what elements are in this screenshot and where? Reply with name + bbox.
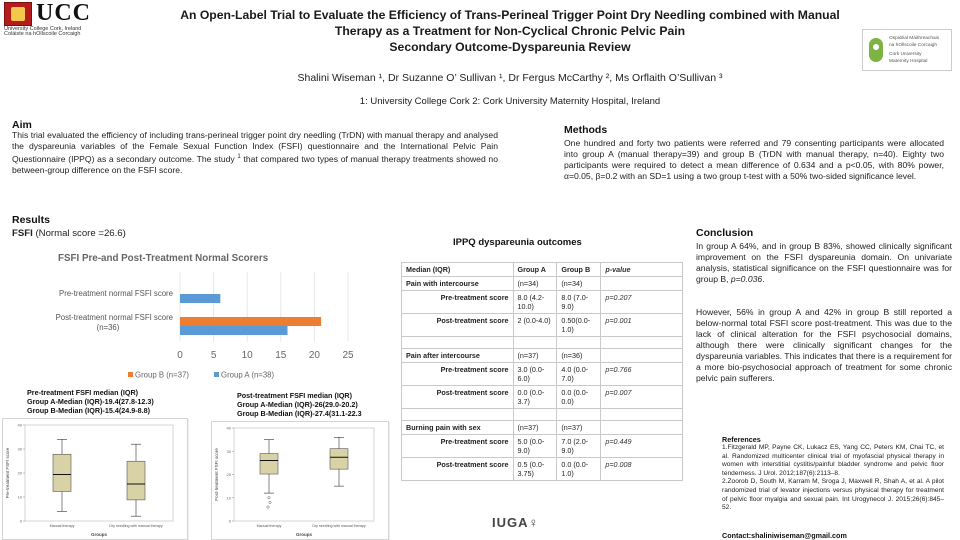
y-tick-label: 10 — [17, 494, 22, 500]
table-row — [402, 386, 683, 409]
aim-text — [12, 130, 498, 176]
cumh-mark-icon — [869, 38, 883, 62]
ippq-table-title: IPPQ dyspareunia outcomes — [453, 237, 582, 248]
table-cell: (n=34) — [513, 277, 557, 291]
table-p-value: p=0.207 — [601, 291, 683, 314]
methods-heading: Methods — [564, 124, 608, 136]
table-cell: (n=37) — [513, 421, 557, 435]
fsfi-normal-score — [12, 228, 126, 239]
table-row-label: Post-treatment score — [402, 314, 514, 337]
pre-boxplot-caption — [27, 388, 154, 415]
table-row-label: Pre-treatment score — [402, 291, 514, 314]
table-spacer-row — [402, 409, 683, 421]
table-section-row — [402, 349, 683, 363]
ucc-crest-icon — [4, 2, 32, 26]
table-cell: 3.0 (0.0-6.0) — [513, 363, 557, 386]
table-p-value: p=0.001 — [601, 314, 683, 337]
ucc-logo-line1: University College Cork, Ireland — [4, 26, 82, 32]
conclusion-text-a: In group A 64%, and in group B 83%, showed clinically significant improvement on the FSFI dyspareunia domain. On univariate analysis, statistical significance on the FSFI questionnaire was for group B, — [696, 241, 952, 284]
table-cell: 0.0 (0.0-0.0) — [557, 386, 601, 409]
table-cell — [601, 409, 683, 421]
table-p-value: p=0.449 — [601, 435, 683, 458]
references-heading: References — [722, 435, 761, 444]
table-row-label: Post-treatment score — [402, 386, 514, 409]
table-cell — [402, 409, 514, 421]
conclusion-text-2: However, 56% in group A and 42% in group B still reported a below-normal total FSFI score post-treatment. This was due to the lack of clinical alteration for the FSFI psychosocial domains, although there were clinically significant changes for the dyspareunia variables. This indicates that there is a requirement for a more bio-psychosocial approach of treatment for some chronic pelvic pain sufferers. — [696, 307, 952, 383]
box-iqr — [330, 449, 348, 469]
table-section-label: Burning pain with sex — [402, 421, 514, 435]
x-axis-label: Groups — [90, 532, 108, 537]
y-tick-label: 20 — [226, 472, 231, 477]
category-label: (n=36) — [96, 323, 120, 332]
title-line-2: Therapy as a Treatment for Non-Cyclical Chronic Pelvic Pain — [334, 24, 686, 38]
table-section-label: Pain with intercourse — [402, 277, 514, 291]
table-row — [402, 458, 683, 481]
cumh-logo — [862, 29, 952, 71]
contact-email[interactable]: Contact:shaliniwiseman@gmail.com — [722, 531, 847, 540]
table-section-row — [402, 277, 683, 291]
plot-area — [234, 428, 374, 521]
table-cell: 0.5 (0.0-3.75) — [513, 458, 557, 481]
conclusion-heading: Conclusion — [696, 227, 754, 239]
table-cell: 5.0 (0.0-9.0) — [513, 435, 557, 458]
conclusion-text-b: . — [762, 274, 765, 284]
ucc-logo-line2: Coláiste na hOllscoile Corcaigh — [4, 31, 81, 37]
category-label: Pre-treatment normal FSFI score — [59, 289, 173, 298]
x-tick-label: 10 — [241, 350, 253, 361]
pre-boxplot-panel — [2, 418, 188, 540]
ippq-table — [401, 262, 683, 481]
y-axis-label: Post-treatment FSFI score — [214, 448, 219, 501]
fsfi-label: FSFI — [12, 228, 33, 239]
table-cell — [402, 337, 514, 349]
table-row — [402, 363, 683, 386]
aim-heading: Aim — [12, 119, 32, 131]
methods-text: One hundred and forty two patients were referred and 79 consenting participants were allocated into group A (manual therapy=39) and group B (TrDN with manual therapy, n=40). Eighty two participants were required to detect a mean difference of 0.634 and a p<0.05, with 80% power, α=0.05, β=0.2 with an SD=1 using a two group t-test with a 50% two-sided significance level. — [564, 138, 944, 181]
cumh-logo-line: Maternity Hospital — [889, 59, 928, 64]
aim-citation: 1 — [237, 154, 241, 160]
table-p-value: p=0.008 — [601, 458, 683, 481]
authors: Shalini Wiseman ¹, Dr Suzanne O’ Sullivan ¹, Dr Fergus McCarthy ², Ms Orflaith O’Sullivan ³ — [297, 72, 723, 84]
y-tick-label: 30 — [17, 446, 22, 452]
table-row — [402, 314, 683, 337]
table-row-label: Pre-treatment score — [402, 363, 514, 386]
plot-area — [25, 425, 173, 521]
table-header-cell: p-value — [601, 263, 683, 277]
table-p-value: p=0.007 — [601, 386, 683, 409]
table-cell — [601, 349, 683, 363]
table-cell: 8.0 (7.0-9.0) — [557, 291, 601, 314]
aim-text-a: This trial evaluated the efficiency of including trans-perineal trigger point dry needling (TrDN) with manual therapy and analysed the dyspareunia variables of the Female Sexual Function Index (FSFI) questionnaire and the International Pelvic Pain Questionnaire (IPPQ) as a secondary outcome. The study — [12, 130, 498, 164]
box-iqr — [53, 454, 71, 491]
table-cell: 2 (0.0-4.0) — [513, 314, 557, 337]
bar-chart-title: FSFI Pre-and Post-Treatment Normal Scorers — [58, 253, 269, 264]
table-cell: (n=36) — [557, 349, 601, 363]
legend-label: Group A (n=38) — [221, 370, 275, 380]
table-cell — [557, 337, 601, 349]
y-tick-label: 30 — [226, 448, 231, 454]
cumh-logo-line: Cork University — [889, 52, 922, 57]
table-cell: (n=37) — [557, 421, 601, 435]
legend-swatch — [214, 372, 219, 377]
bar-group-a — [180, 326, 288, 335]
table-cell: 8.0 (4.2-10.0) — [513, 291, 557, 314]
ucc-logo-word: UCC — [36, 0, 91, 26]
affiliations: 1: University College Cork 2: Cork University Maternity Hospital, Ireland — [359, 96, 661, 107]
table-header-cell: Group B — [557, 263, 601, 277]
y-tick-label: 20 — [17, 470, 22, 476]
table-cell — [513, 337, 557, 349]
post-boxplot-title: Post-treatment FSFI median (IQR) — [237, 391, 353, 400]
table-cell — [601, 421, 683, 435]
table-row-label: Post-treatment score — [402, 458, 514, 481]
x-tick-label: 25 — [342, 350, 354, 361]
table-header-row — [402, 263, 683, 277]
cumh-logo-line: na hOllscoile Corcaigh — [889, 43, 937, 48]
references-list — [722, 444, 944, 513]
table-section-row — [402, 421, 683, 435]
x-tick-label: Manual therapy — [49, 524, 75, 528]
legend-swatch — [128, 372, 133, 377]
table-cell — [601, 337, 683, 349]
post-treatment-boxplot — [212, 422, 388, 539]
y-tick-label: 40 — [226, 425, 231, 431]
y-tick-label: 10 — [226, 495, 231, 501]
post-boxplot-panel — [211, 421, 389, 540]
x-tick-label: 15 — [275, 350, 287, 361]
x-axis-label: Groups — [295, 532, 313, 537]
table-cell: 0.50(0.0-1.0) — [557, 314, 601, 337]
legend-label: Group B (n=37) — [135, 370, 189, 380]
aim-text-b: that compared two types of manual therapy treatments showed no between-group difference on the FSFI score. — [12, 153, 498, 175]
table-cell — [513, 409, 557, 421]
box-iqr — [127, 461, 145, 500]
table-p-value: p=0.766 — [601, 363, 683, 386]
conclusion-text-1 — [696, 241, 952, 285]
post-boxplot-group-a: Group A-Median (IQR)-26(29.0-20.2) — [237, 400, 358, 409]
pre-boxplot-group-a: Group A-Median (IQR)-19.4(27.8-12.3) — [27, 397, 154, 406]
table-header-cell: Median (IQR) — [402, 263, 514, 277]
table-row — [402, 291, 683, 314]
table-cell — [601, 277, 683, 291]
table-cell: 0.0 (0.0-1.0) — [557, 458, 601, 481]
table-cell — [557, 409, 601, 421]
ucc-logo — [4, 2, 104, 36]
poster-title — [110, 7, 910, 55]
y-tick-label: 40 — [17, 422, 22, 428]
results-heading: Results — [12, 214, 50, 226]
iuga-logo: IUGA♀ — [492, 515, 540, 530]
x-tick-label: 0 — [177, 350, 183, 361]
y-axis-label: Pre-treatment FSFI score — [5, 447, 10, 499]
pre-boxplot-group-b: Group B-Median (IQR)-15.4(24.9-8.8) — [27, 406, 151, 415]
cumh-logo-line: Ospidéal Máithreachais — [889, 36, 940, 41]
table-cell: (n=34) — [557, 277, 601, 291]
x-tick-label: Dry needling with manual therapy — [312, 524, 366, 528]
bar-group-a — [180, 294, 220, 303]
table-spacer-row — [402, 337, 683, 349]
box-iqr — [260, 454, 278, 474]
x-tick-label: Manual therapy — [256, 524, 282, 528]
x-tick-label: 5 — [210, 350, 217, 361]
fsfi-normal-value: (Normal score =26.6) — [35, 228, 126, 239]
reference-1: 1.Fitzgerald MP, Payne CK, Lukacz ES, Yang CC, Peters KM, Chai TC, et al. Randomized multicenter clinical trial of myofascial physical therapy in women with interstitial cystitis/painful bladder syndrome and pelvic floor tenderness. J Urol. 2012;187(6):2113–8. — [722, 444, 944, 477]
y-tick-label: 0 — [228, 518, 231, 524]
conclusion-p-value: p=0.036 — [730, 274, 763, 284]
pre-treatment-boxplot — [3, 419, 187, 539]
table-row-label: Pre-treatment score — [402, 435, 514, 458]
table-header-cell: Group A — [513, 263, 557, 277]
x-tick-label: Dry needling with manual therapy — [109, 524, 163, 528]
post-boxplot-caption — [237, 391, 362, 418]
x-tick-label: 20 — [308, 350, 320, 361]
table-cell: (n=37) — [513, 349, 557, 363]
title-line-1: An Open-Label Trial to Evaluate the Efficiency of Trans-Perineal Trigger Point Dry Needling combined with Manual — [180, 8, 840, 22]
table-cell: 7.0 (2.0-9.0) — [557, 435, 601, 458]
category-label: Post-treatment normal FSFI score — [55, 313, 173, 322]
title-line-3: Secondary Outcome-Dyspareunia Review — [389, 40, 631, 54]
reference-2: 2.Zoorob D, South M, Karram M, Sroga J, Maxwell R, Shah A, et al. A pilot randomized trial of levator injections versus physical therapy for treatment of pelvic floor myalgia and sexual pain. Int Urogynecol J. 2015;26(6):845–52. — [722, 478, 944, 512]
table-cell: 0.0 (0.0-3.7) — [513, 386, 557, 409]
y-tick-label: 0 — [19, 518, 22, 524]
bar-group-b — [180, 317, 321, 326]
table-section-label: Pain after intercourse — [402, 349, 514, 363]
table-cell: 4.0 (0.0-7.0) — [557, 363, 601, 386]
pre-boxplot-title: Pre-treatment FSFI median (IQR) — [27, 388, 139, 397]
fsfi-bar-chart — [8, 268, 368, 388]
post-boxplot-group-b: Group B-Median (IQR)-27.4(31.1-22.3 — [237, 409, 362, 418]
table-row — [402, 435, 683, 458]
